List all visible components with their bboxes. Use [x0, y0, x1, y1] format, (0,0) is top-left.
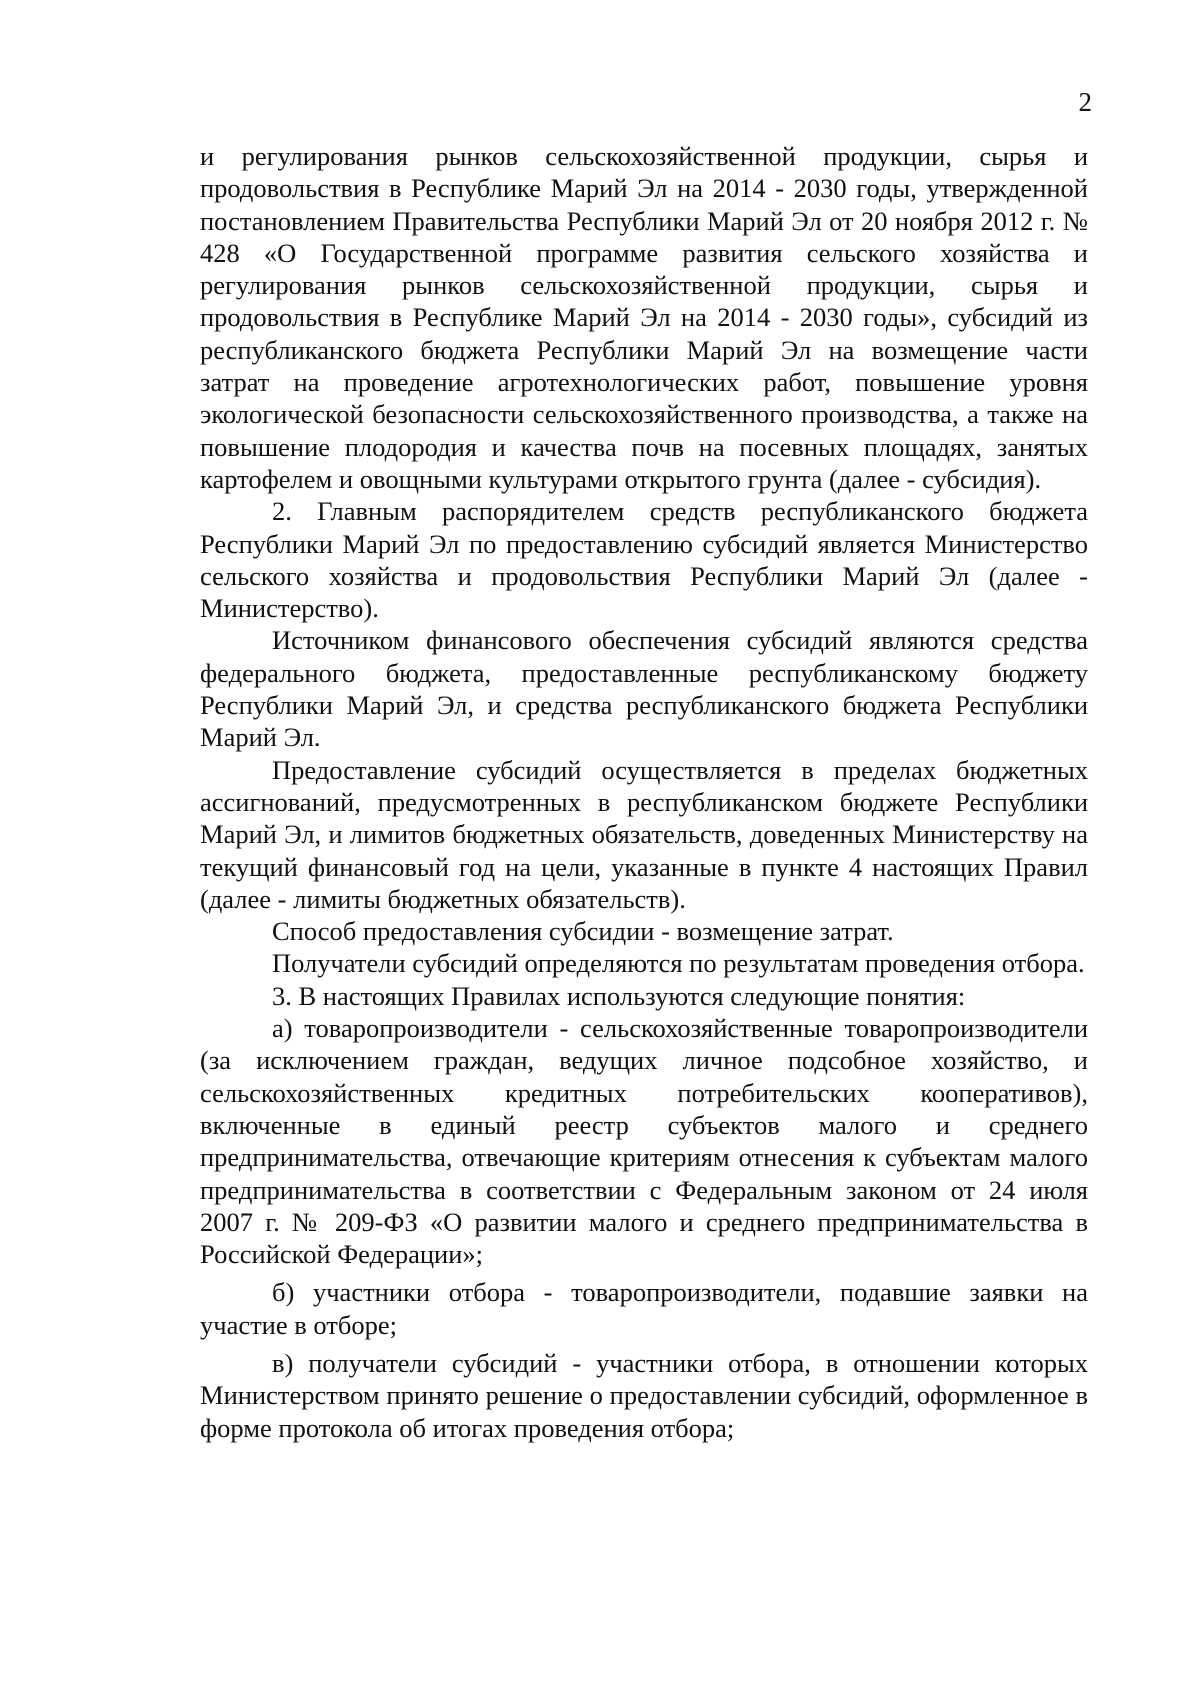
paragraph-definition-a: а) товаропроизводители - сельскохозяйственные товаропроизводители (за исключением граждан, ведущих личное подсобное хозяйство, и сельскохозяйственных кредитных потребительских кооперативов), включенные в единый реестр субъектов малого и среднего предпринимательства, отвечающие критериям отнесения к субъектам малого предпринимательства в соответствии с Федеральным законом от 24 июля 2007 г. № 209-ФЗ «О развитии малого и среднего предпринимательства в Российской Федерации»;: [200, 1013, 1088, 1270]
paragraph-budget-limits: Предоставление субсидий осуществляется в пределах бюджетных ассигнований, предусмотренных в республиканском бюджете Республики Марий Эл, и лимитов бюджетных обязательств, доведенных Министерству на текущий финансовый год на цели, указанные в пункте 4 настоящих Правил (далее - лимиты бюджетных обязательств).: [200, 754, 1088, 914]
paragraph-item-3: 3. В настоящих Правилах используются следующие понятия:: [272, 980, 966, 1011]
paragraph-recipients: Получатели субсидий определяются по результатам проведения отбора.: [272, 948, 1085, 979]
document-body: [200, 140, 1088, 1444]
paragraph-definition-b: б) участники отбора - товаропроизводители, подавшие заявки на участие в отборе;: [200, 1277, 1088, 1340]
page-number: 2: [1078, 87, 1092, 117]
paragraph-funding-source: Источником финансового обеспечения субсидий являются средства федерального бюджета, предоставленные республиканскому бюджету Республики Марий Эл, и средства республиканского бюджета Республики Марий Эл.: [200, 625, 1088, 753]
paragraph-definition-c: в) получатели субсидий - участники отбора, в отношении которых Министерством принято решение о предоставлении субсидий, оформленное в форме протокола об итогах проведения отбора;: [200, 1347, 1088, 1443]
paragraph-continuation: и регулирования рынков сельскохозяйственной продукции, сырья и продовольствия в Республике Марий Эл на 2014 - 2030 годы, утвержденной постановлением Правительства Республики Марий Эл от 20 ноября 2012 г. № 428 «О Государственной программе развития сельского хозяйства и регулирования рынков сельскохозяйственной продукции, сырья и продовольствия в Республике Марий Эл на 2014 - 2030 годы», субсидий из республиканского бюджета Республики Марий Эл на возмещение части затрат на проведение агротехнологических работ, повышение уровня экологической безопасности сельскохозяйственного производства, а также на повышение плодородия и качества почв на посевных площадях, занятых картофелем и овощными культурами открытого грунта (далее - субсидия).: [200, 141, 1088, 494]
paragraph-method: Способ предоставления субсидии - возмещение затрат.: [272, 916, 894, 947]
paragraph-item-2: 2. Главным распорядителем средств республиканского бюджета Республики Марий Эл по предоставлению субсидий является Министерство сельского хозяйства и продовольствия Республики Марий Эл (далее - Министерство).: [200, 496, 1088, 624]
